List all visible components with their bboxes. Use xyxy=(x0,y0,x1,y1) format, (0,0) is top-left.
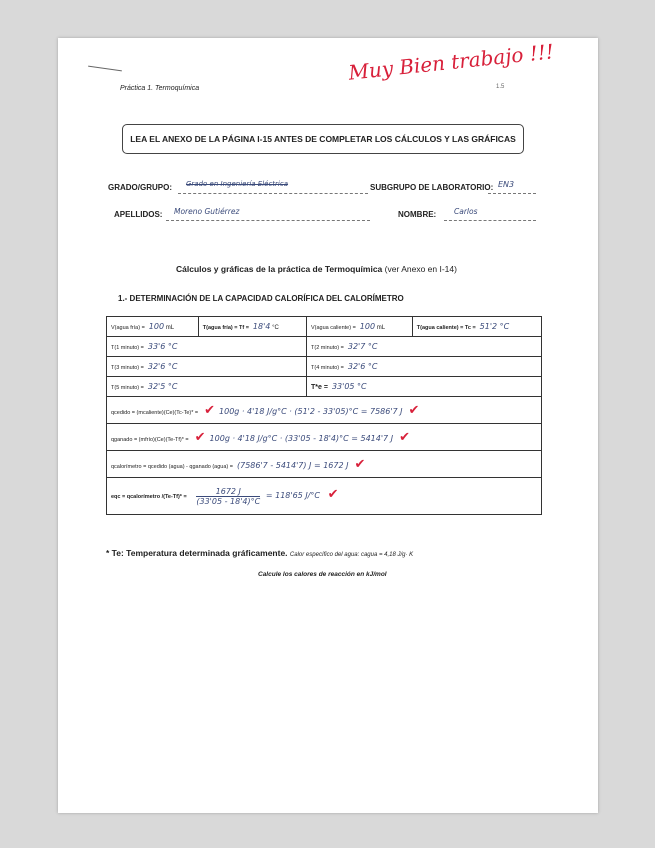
note-title: * Te: Temperatura determinada gráficamente. xyxy=(106,548,288,558)
worksheet-page xyxy=(58,38,598,813)
q-cedido-cell: qcedido = (mcaliente)(Ce)(Tc-Te)* = ✔ 100g · 4'18 J/g°C · (51'2 - 33'05)°C = 7586'7 J ✔ xyxy=(107,397,542,424)
v-agua-fria-cell: V(agua fría) = 100 mL xyxy=(107,317,199,337)
table-row xyxy=(107,357,542,377)
check-mark-icon: ✔ xyxy=(354,456,366,472)
table-row xyxy=(107,337,542,357)
t3-cell: T(3 minuto) = 32'6 °C xyxy=(107,357,307,377)
pen-stroke xyxy=(88,66,122,72)
t2-cell: T(2 minuto) = 32'7 °C xyxy=(307,337,542,357)
nombre-label: NOMBRE: xyxy=(398,210,437,219)
section-title xyxy=(176,264,457,274)
nombre-value: Carlos xyxy=(454,207,478,216)
table-row xyxy=(107,397,542,424)
t-agua-caliente-cell: T(agua caliente) = Tc = 51'2 °C xyxy=(412,317,541,337)
table-row xyxy=(107,317,542,337)
check-mark-icon: ✔ xyxy=(399,429,410,445)
practice-header: Práctica 1. Termoquímica xyxy=(120,85,200,92)
temperature-note xyxy=(106,548,413,558)
subgrupo-label: SUBGRUPO DE LABORATORIO: xyxy=(370,183,494,192)
t5-cell: T(5 minuto) = 32'5 °C xyxy=(107,377,307,397)
notice-box xyxy=(122,124,524,154)
q-calorimetro-cell: qcalorímetro = qcedido (agua) - qganado (agua) = (7586'7 - 5414'7) J = 1672 J ✔ xyxy=(107,451,542,478)
grado-label: GRADO/GRUPO: xyxy=(108,183,172,192)
table-row xyxy=(107,451,542,478)
teacher-comment: Muy Bien trabajo !!! xyxy=(347,39,555,85)
t-agua-fria-cell: T(agua fría) = Tf = 18'4 °C xyxy=(198,317,306,337)
notice-text: LEA EL ANEXO DE LA PÁGINA I-15 ANTES DE COMPLETAR LOS CÁLCULOS Y LAS GRÁFICAS xyxy=(130,134,516,144)
q-ganado-cell: qganado = (mfrío)(Ce)(Te-Tf)* = ✔ 100g · 4'18 J/g°C · (33'05 - 18'4)°C = 5414'7 J ✔ xyxy=(107,424,542,451)
table-row xyxy=(107,424,542,451)
grado-value: Grado en Ingeniería Eléctrica xyxy=(186,180,289,188)
t1-cell: T(1 minuto) = 33'6 °C xyxy=(107,337,307,357)
eq-fraction: $\frac{1672 J}{(33'05 - 18'4)^\circ C}$ xyxy=(196,486,261,506)
check-mark-icon: ✔ xyxy=(327,486,339,502)
te-cell: T*e = 33'05 °C xyxy=(307,377,542,397)
v-agua-caliente-cell: V(agua caliente) = 100 mL xyxy=(307,317,413,337)
note-detail: Calor específico del agua: cagua = 4,18 J/g· K xyxy=(289,552,414,558)
apellidos-label: APELLIDOS: xyxy=(114,210,163,219)
check-mark-icon: ✔ xyxy=(408,402,420,418)
instruction-text: Calcule los calores de reacción en kJ/mol xyxy=(258,571,387,578)
subgrupo-value: EN3 xyxy=(498,180,515,189)
table-row xyxy=(107,478,542,515)
check-mark-icon: ✔ xyxy=(194,429,206,445)
calorimeter-table xyxy=(106,316,542,515)
eq-cell: eqc = qcalorímetro /(Te-Tf)* = $\frac{1672 J}{(33'05 - 18'4)^\circ C}$ = 118'65 J/°C ✔ xyxy=(107,478,542,515)
table-row xyxy=(107,377,542,397)
t4-cell: T(4 minuto) = 32'6 °C xyxy=(307,357,542,377)
section-title-text: Cálculos y gráficas de la práctica de Termoquímica xyxy=(176,264,383,274)
subsection-title: 1.- DETERMINACIÓN DE LA CAPACIDAD CALORÍFICA DEL CALORÍMETRO xyxy=(118,294,404,303)
apellidos-value: Moreno Gutiérrez xyxy=(174,207,240,216)
check-mark-icon: ✔ xyxy=(204,402,216,418)
section-title-suffix: (ver Anexo en I-14) xyxy=(384,264,457,274)
page-mark: 1.5 xyxy=(496,84,505,90)
